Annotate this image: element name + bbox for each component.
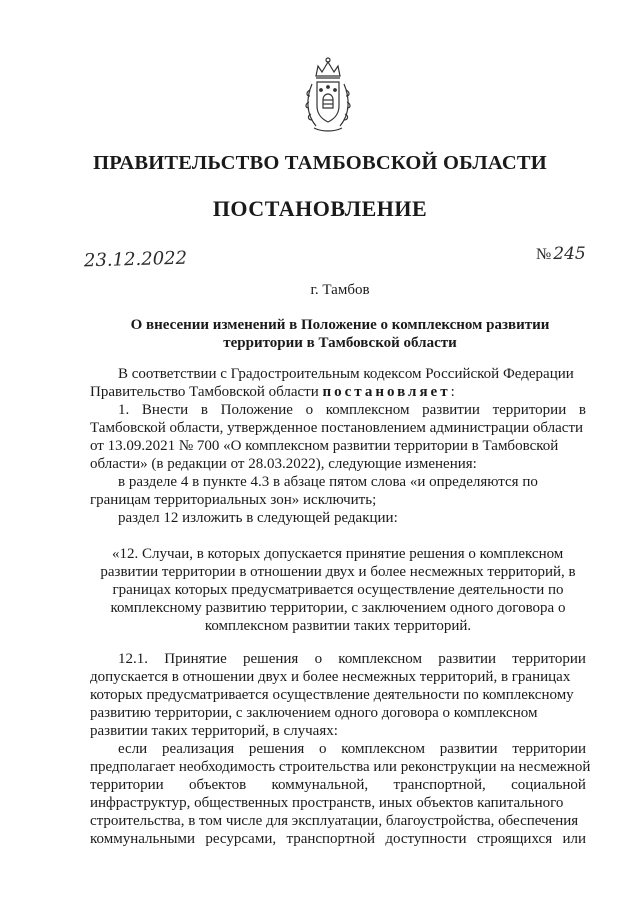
word: территории: [492, 402, 567, 418]
word: коммунальными: [90, 831, 195, 847]
quote-line: комплексном развитии таких территорий.: [204, 618, 472, 634]
word: в: [200, 402, 208, 418]
document-number: [536, 244, 586, 264]
body-line: в разделе 4 в пункте 4.3 в абзаце пятом слова «и определяются по: [118, 474, 538, 490]
word: транспортной,: [393, 777, 486, 793]
body-line: [118, 401, 586, 419]
word: транспортной: [286, 831, 375, 847]
document-subject: [120, 316, 560, 352]
body-line: [118, 740, 586, 758]
word: территории: [90, 777, 164, 793]
body-line: которых предусматривается осуществление деятельности по комплексному: [90, 687, 574, 703]
document-type-heading: ПОСТАНОВЛЕНИЕ: [212, 196, 428, 221]
word: реализация: [161, 741, 235, 757]
body-line: от 13.09.2021 № 700 «О комплексном развитии территории в Тамбовской: [90, 438, 559, 454]
body-line: инфраструктур, общественных пространств, иных объектов капитального: [90, 795, 564, 811]
body-text: Правительство Тамбовской области: [90, 384, 323, 400]
quote-line: развитии территории в отношении двух и более несмежных территорий, в: [100, 564, 576, 580]
word: социальной: [511, 777, 586, 793]
word: Внести: [141, 402, 189, 418]
body-line: допускается в отношении двух и более несмежных территорий, в границах: [90, 669, 571, 685]
word: территории: [512, 651, 586, 667]
body-line: Тамбовской области, утвержденное постановлением администрации области: [90, 420, 584, 436]
handwritten-number: 245: [553, 244, 586, 264]
word: комплексном: [325, 402, 410, 418]
word: территории: [512, 741, 586, 757]
body-line: развитию территории, с заключением одного договора о комплексном: [90, 705, 538, 721]
subject-line: О внесении изменений в Положение о комплексном развитии: [130, 317, 550, 333]
body-line: [90, 830, 586, 848]
word: коммунальной,: [271, 777, 369, 793]
word: решения: [248, 741, 305, 757]
body-line: [118, 650, 586, 668]
body-text: :: [450, 384, 455, 400]
quote-line: комплексному развитию территории, с заключением одного договора о: [110, 600, 566, 616]
government-title: ПРАВИТЕЛЬСТВО ТАМБОВСКОЙ ОБЛАСТИ: [93, 152, 547, 174]
body-line: предполагает необходимость строительства или реконструкции на несмежной: [90, 759, 591, 775]
quote-line: границах которых предусматривается осуществление деятельности по: [112, 582, 564, 598]
body-line: В соответствии с Градостроительным кодексом Российской Федерации: [118, 366, 574, 382]
word: строящихся: [476, 831, 553, 847]
word: о: [314, 651, 323, 667]
word: развитии: [439, 741, 498, 757]
word: комплексном: [341, 741, 425, 757]
word: или: [562, 831, 586, 847]
quote-line: «12. Случаи, в которых допускается принятие решения о комплексном: [112, 546, 564, 562]
body-line: [90, 776, 586, 794]
subject-line: территории в Тамбовской области: [223, 335, 457, 351]
body-line: [90, 383, 586, 401]
word: 12.1.: [118, 651, 148, 667]
handwritten-date: 23.12.2022: [83, 247, 188, 272]
coat-of-arms-emblem: [302, 54, 354, 136]
resolution-word: постановляет: [322, 384, 451, 400]
body-line: раздел 12 изложить в следующей редакции:: [118, 510, 398, 526]
word: решения: [243, 651, 299, 667]
body-line: строительства, в том числе для эксплуатации, благоустройства, обеспечения: [90, 813, 579, 829]
word: ресурсами,: [205, 831, 277, 847]
word: Принятие: [164, 651, 227, 667]
word: Положение: [220, 402, 293, 418]
word: развитии: [438, 651, 497, 667]
body-line: области» (в редакции от 28.03.2022), следующие изменения:: [90, 456, 477, 472]
number-sign: №: [536, 246, 552, 263]
city-line: г. Тамбов: [310, 282, 370, 298]
body-line: развитии таких территорий, в случаях:: [90, 723, 338, 739]
word: о: [319, 741, 327, 757]
word: развитии: [422, 402, 480, 418]
word: комплексном: [338, 651, 423, 667]
word: если: [118, 741, 148, 757]
body-line: границам территориальных зон» исключить;: [90, 492, 377, 508]
word: в: [578, 402, 586, 418]
word: о: [305, 402, 314, 418]
word: доступности: [385, 831, 467, 847]
word: 1.: [118, 402, 130, 418]
word: объектов: [188, 777, 247, 793]
